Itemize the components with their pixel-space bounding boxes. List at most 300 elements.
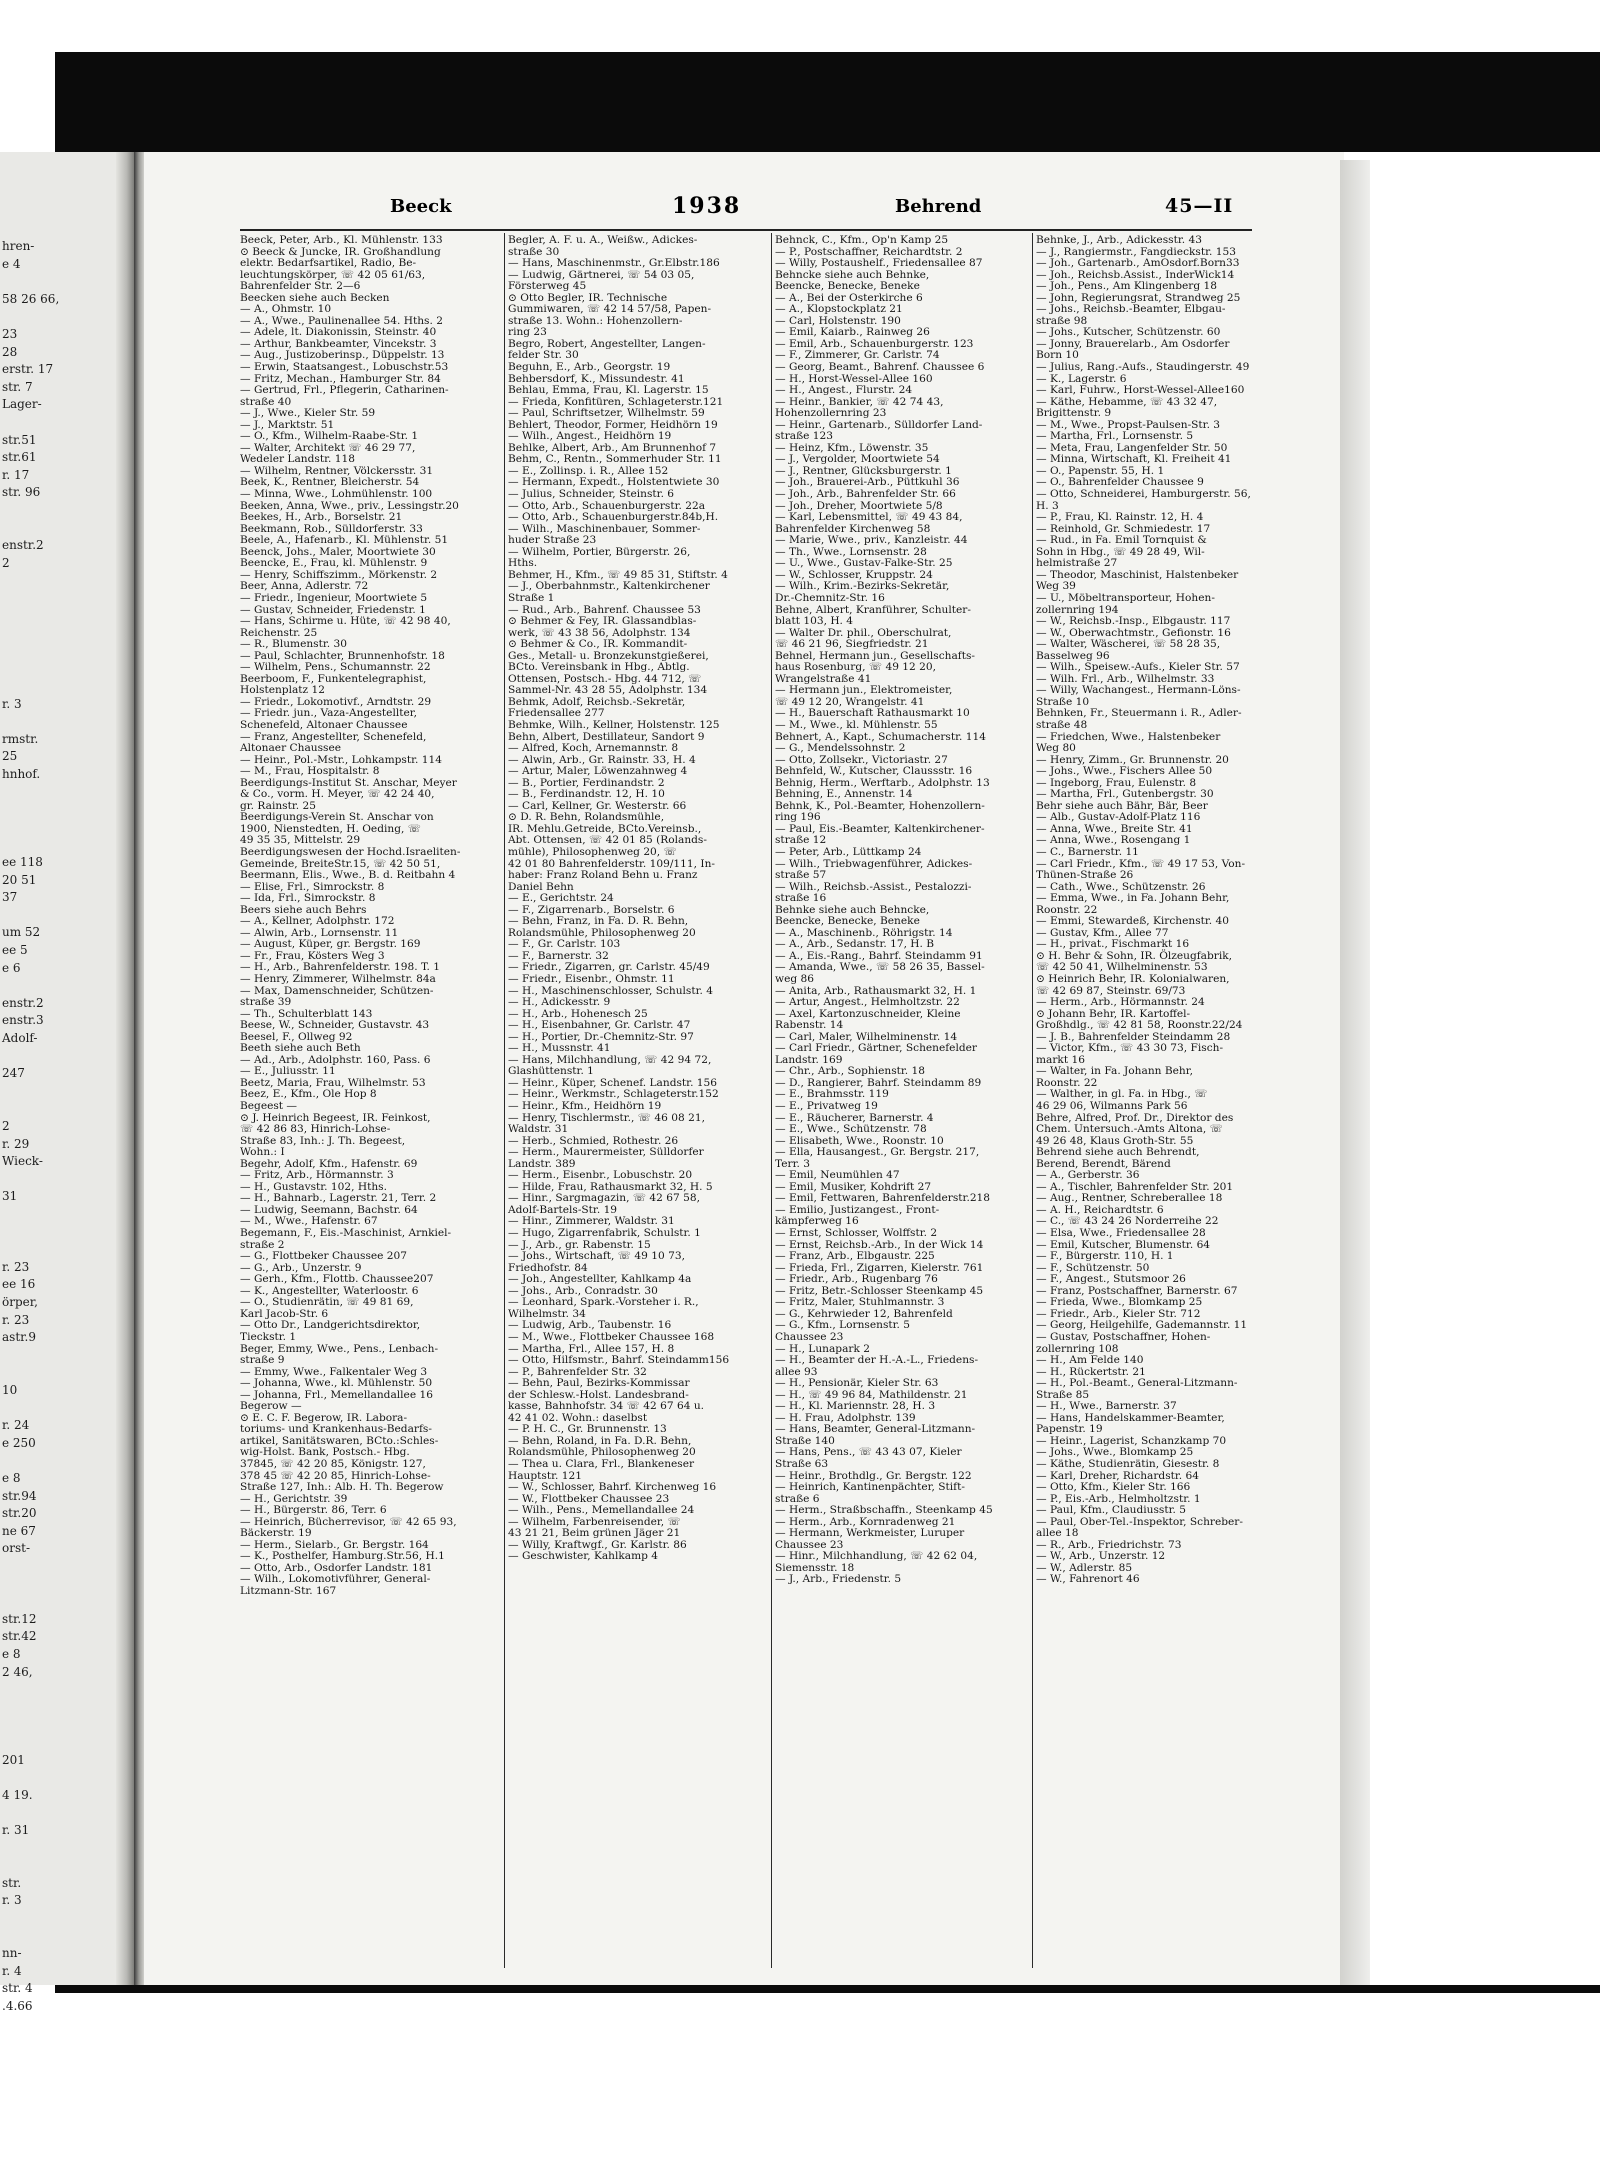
directory-entry: — Otto, Schneiderei, Hamburgerstr. 56,: [1036, 488, 1251, 501]
directory-entry: — Ida, Frl., Simrockstr. 8: [240, 892, 376, 905]
column-divider: [771, 233, 772, 1968]
directory-entry: — Hinr., Milchhandlung, ☏ 42 62 04,: [775, 1550, 978, 1563]
directory-entry: — August, Küper, gr. Bergstr. 169: [240, 938, 421, 951]
facing-page-fragment-text: r. 17: [2, 467, 30, 482]
facing-page-fragment-text: str.94: [2, 1488, 37, 1503]
scanner-border-top: [55, 52, 1600, 152]
directory-entry: Sammel-Nr. 43 28 55, Adolphstr. 134: [508, 684, 708, 697]
directory-entry: Försterweg 45: [508, 280, 587, 293]
directory-entry: — E., Juliusstr. 11: [240, 1065, 336, 1078]
directory-entry: — P., Eis.-Arb., Helmholtzstr. 1: [1036, 1492, 1201, 1505]
facing-page-fragment-text: 2 46,: [2, 1664, 33, 1679]
directory-entry: Glashüttenstr. 1: [508, 1065, 594, 1078]
directory-entry: — J., Wwe., Kieler Str. 59: [240, 407, 376, 420]
directory-entry: — Herb., Schmied, Rothestr. 26: [508, 1134, 679, 1147]
directory-entry: — Hinr., Zimmerer, Waldstr. 31: [508, 1215, 675, 1228]
directory-entry: — G., Mendelssohnstr. 2: [775, 742, 906, 755]
directory-entry: — J. B., Bahrenfelder Steindamm 28: [1036, 1030, 1231, 1043]
directory-entry: — Heinr., Kfm., Heidhörn 19: [508, 1100, 662, 1113]
directory-entry: — M., Wwe., Flottbeker Chaussee 168: [508, 1330, 715, 1343]
directory-entry: Beekmann, Rob., Sülldorferstr. 33: [240, 522, 423, 535]
directory-entry: — H., Angest., Flurstr. 24: [775, 384, 913, 397]
page-number: 45—II: [1165, 195, 1234, 217]
directory-entry: — Anna, Wwe., Rosengang 1: [1036, 834, 1191, 847]
facing-page-fragment-text: 25: [2, 749, 18, 764]
facing-page-fragment-text: e 250: [2, 1435, 36, 1450]
directory-entry: zollernring 194: [1036, 603, 1119, 616]
directory-entry: — Emmy, Wwe., Falkentaler Weg 3: [240, 1365, 428, 1378]
directory-entry: — Herm., Maurermeister, Sülldorfer: [508, 1146, 704, 1159]
directory-entry: — W., Schlosser, Bahrf. Kirchenweg 16: [508, 1481, 717, 1494]
directory-entry: — Friedr., Eisenbr., Ohmstr. 11: [508, 973, 675, 985]
directory-entry: — Heinr., Werkmstr., Schlageterstr.152: [508, 1088, 719, 1101]
facing-page-fragment-text: ee 5: [2, 943, 28, 957]
facing-page-fragment-text: .4.66: [2, 1999, 33, 2013]
directory-entry: — W., Fahrenort 46: [1036, 1573, 1140, 1586]
directory-entry: Behr siehe auch Bähr, Bär, Beer: [1036, 799, 1208, 812]
directory-entry: Landstr. 169: [775, 1053, 843, 1066]
directory-entry: — Käthe, Hebamme, ☏ 43 32 47,: [1036, 395, 1218, 408]
facing-page-fragment-text: str.61: [2, 450, 37, 465]
directory-entry: — Behn, Roland, in Fa. D.R. Behn,: [508, 1434, 692, 1447]
directory-entry: — Martha, Frl., Gutenbergstr. 30: [1036, 788, 1214, 801]
directory-entry: Behmer, H., Kfm., ☏ 49 85 31, Stiftstr. 4: [508, 568, 728, 581]
directory-entry: — Emil, Kutscher, Blumenstr. 64: [1036, 1238, 1211, 1251]
directory-entry: — Carl, Kellner, Gr. Westerstr. 66: [508, 799, 687, 812]
directory-entry: — Behn, Franz, in Fa. D. R. Behn,: [508, 915, 689, 928]
directory-entry: Abt. Ottensen, ☏ 42 01 85 (Rolands-: [508, 834, 707, 847]
directory-entry: — A., Gerberstr. 36: [1036, 1169, 1140, 1182]
directory-entry: — Henry, Zimm., Gr. Brunnenstr. 20: [1036, 753, 1229, 766]
directory-entry: 49 26 48, Klaus Groth-Str. 55: [1036, 1134, 1194, 1147]
directory-entry: — H., Pol.-Beamt., General-Litzmann-: [1036, 1377, 1238, 1390]
directory-entry: — Carl, Holstenstr. 190: [775, 314, 901, 327]
directory-entry: — K., Angestellter, Waterloostr. 6: [240, 1284, 419, 1297]
directory-entry: — Henry, Tischlermstr., ☏ 46 08 21,: [508, 1111, 705, 1124]
directory-column-2: [508, 235, 766, 1970]
directory-entry: Behning, E., Annenstr. 14: [775, 788, 913, 801]
directory-entry: — Artur, Angest., Helmholtzstr. 22: [775, 996, 960, 1009]
directory-entry: 42 41 02. Wohn.: daselbst: [508, 1411, 648, 1424]
directory-entry: Terr. 3: [775, 1157, 810, 1170]
directory-entry: — Elisabeth, Wwe., Roonstr. 10: [775, 1134, 944, 1147]
directory-entry: — Friedchen, Wwe., Halstenbeker: [1036, 730, 1221, 743]
directory-entry: — Wilh., Maschinenbauer, Sommer-: [508, 522, 701, 535]
directory-entry: Chaussee 23: [775, 1538, 844, 1551]
directory-entry: Beecken siehe auch Becken: [240, 291, 390, 304]
facing-page-fragment-text: Wieck-: [2, 1154, 43, 1169]
directory-entry: straße 13. Wohn.: Hohenzollern-: [508, 314, 683, 327]
facing-page-fragment-text: 58 26 66,: [2, 291, 60, 306]
directory-entry: — Julius, Schneider, Steinstr. 6: [508, 488, 675, 501]
directory-entry: — Joh., Arb., Bahrenfelder Str. 66: [775, 488, 956, 501]
directory-entry: 43 21 21, Beim grünen Jäger 21: [508, 1527, 681, 1540]
directory-entry: Begro, Robert, Angestellter, Langen-: [508, 337, 706, 350]
directory-entry: IR. Mehlu.Getreide, BCto.Vereinsb.,: [508, 822, 702, 835]
directory-entry: ⊙ Otto Begler, IR. Technische: [508, 291, 668, 304]
directory-entry: — Ad., Arb., Adolphstr. 160, Pass. 6: [240, 1053, 431, 1066]
directory-entry: — U., Möbeltransporteur, Hohen-: [1036, 591, 1215, 604]
facing-page-fragment-text: ee 118: [2, 855, 43, 869]
directory-entry: ⊙ Johann Behr, IR. Kartoffel-: [1036, 1007, 1191, 1020]
directory-entry: Behnk, K., Pol.-Beamter, Hohenzollern-: [775, 799, 985, 812]
directory-entry: Friedensallee 277: [508, 707, 605, 720]
directory-entry: Daniel Behn: [508, 880, 574, 893]
directory-entry: — Elsa, Wwe., Friedensallee 28: [1036, 1227, 1206, 1240]
directory-entry: Behnke, J., Arb., Adickesstr. 43: [1036, 234, 1202, 246]
directory-entry: — Georg, Beamt., Bahrenf. Chaussee 6: [775, 361, 985, 374]
directory-entry: — Hans, Beamter, General-Litzmann-: [775, 1423, 976, 1436]
directory-entry: — Wilh., Krim.-Bezirks-Sekretär,: [775, 580, 950, 593]
facing-page-fragment-text: str.: [2, 1875, 22, 1890]
directory-entry: — Jonny, Brauerelarb., Am Osdorfer: [1036, 337, 1230, 350]
facing-page-fragment-text: nn-: [2, 1946, 22, 1961]
directory-entry: — A., Tischler, Bahrenfelder Str. 201: [1036, 1180, 1234, 1193]
facing-page-fragment-text: hren-: [2, 239, 35, 253]
directory-entry: — H., Kl. Mariennstr. 28, H. 3: [775, 1400, 936, 1413]
directory-entry: Behre, Alfred, Prof. Dr., Direktor des: [1036, 1111, 1234, 1124]
directory-entry: — K., Posthelfer, Hamburg.Str.56, H.1: [240, 1550, 445, 1563]
directory-entry: — Carl, Maler, Wilhelminenstr. 14: [775, 1030, 958, 1043]
directory-entry: straße 2: [240, 1238, 285, 1251]
directory-entry: Beenck, Johs., Maler, Moortwiete 30: [240, 545, 436, 558]
directory-entry: — Johs., Wwe., Blomkamp 25: [1036, 1446, 1194, 1459]
directory-entry: — H., Beamter der H.-A.-L., Friedens-: [775, 1354, 979, 1367]
directory-entry: ☏ 42 86 83, Hinrich-Lohse-: [240, 1123, 391, 1136]
facing-page-fragment-text: e 8: [2, 1471, 21, 1485]
directory-entry: — E., Zollinsp. i. R., Allee 152: [508, 464, 669, 477]
directory-entry: der Schlesw.-Holst. Landesbrand-: [508, 1388, 689, 1401]
directory-entry: — J., Marktstr. 51: [240, 418, 335, 431]
directory-entry: — Henry, Zimmerer, Wilhelmstr. 84a: [240, 973, 436, 985]
directory-entry: — Karl, Dreher, Richardstr. 64: [1036, 1469, 1200, 1482]
directory-entry: Straße 83, Inh.: J. Th. Begeest,: [240, 1134, 406, 1147]
directory-entry: — Hugo, Zigarrenfabrik, Schulstr. 1: [508, 1227, 701, 1240]
directory-entry: — W., Reichsb.-Insp., Elbgaustr. 117: [1036, 615, 1231, 628]
directory-entry: — M., Wwe., kl. Mühlenstr. 55: [775, 718, 938, 731]
directory-entry: — Chr., Arb., Sophienstr. 18: [775, 1065, 926, 1078]
directory-entry: ☏ 49 12 20, Wrangelstr. 41: [775, 695, 925, 708]
directory-entry: — Joh., Brauerei-Arb., Püttkuhl 36: [775, 476, 960, 489]
directory-entry: — Joh., Dreher, Moortwiete 5/8: [775, 499, 943, 512]
facing-page-fragment-text: enstr.3: [2, 1013, 44, 1028]
directory-entry: — Johs., Kutscher, Schützenstr. 60: [1036, 326, 1221, 339]
directory-entry: H. 3: [1036, 499, 1059, 512]
directory-entry: — Käthe, Studienrätin, Giesestr. 8: [1036, 1457, 1220, 1470]
directory-entry: — H., Lunapark 2: [775, 1342, 870, 1355]
facing-page-fragment-text: ne 67: [2, 1523, 36, 1538]
directory-entry: Beek, K., Rentner, Bleicherstr. 54: [240, 476, 420, 489]
directory-entry: — Hilde, Frau, Rathausmarkt 32, H. 5: [508, 1180, 713, 1193]
book-gutter: [134, 152, 144, 1985]
directory-entry: — Aug., Rentner, Schreberallee 18: [1036, 1192, 1223, 1205]
scanner-border-bottom: [55, 1985, 1600, 1993]
directory-entry: — H., Adickesstr. 9: [508, 996, 611, 1009]
directory-entry: 37845, ☏ 42 20 85, Königstr. 127,: [240, 1457, 426, 1470]
directory-entry: Straße 127, Inh.: Alb. H. Th. Begerow: [240, 1481, 444, 1494]
directory-entry: — Julius, Rang.-Aufs., Staudingerstr. 49: [1036, 361, 1250, 374]
directory-entry: Begehr, Adolf, Kfm., Hafenstr. 69: [240, 1157, 418, 1170]
directory-entry: — Hans, Handelskammer-Beamter,: [1036, 1411, 1225, 1424]
directory-entry: Großhdlg., ☏ 42 81 58, Roonstr.22/24: [1036, 1019, 1243, 1032]
directory-entry: — Heinr., Bankier, ☏ 42 74 43,: [775, 395, 944, 408]
directory-entry: — Artur, Maler, Löwenzahnweg 4: [508, 765, 688, 778]
directory-entry: — Willy, Kraftwgf., Gr. Karlstr. 86: [508, 1538, 687, 1551]
directory-entry: ☏ 46 21 96, Siegfriedstr. 21: [775, 638, 929, 651]
directory-entry: — Walter, Architekt ☏ 46 29 77,: [240, 441, 416, 454]
directory-entry: — Friedr., Zigarren, gr. Carlstr. 45/49: [508, 961, 710, 974]
directory-entry: Beetz, Maria, Frau, Wilhelmstr. 53: [240, 1076, 426, 1089]
directory-entry: — Heinr., Pol.-Mstr., Lohkampstr. 114: [240, 753, 442, 766]
directory-entry: — J., Vergolder, Moortwiete 54: [775, 453, 940, 466]
facing-page-fragment-text: str. 4: [2, 1981, 33, 1996]
directory-entry: — K., Lagerstr. 6: [1036, 372, 1127, 385]
directory-entry: — Johs., Wwe., Fischers Allee 50: [1036, 765, 1213, 778]
directory-entry: — H., Wwe., Barnerstr. 37: [1036, 1400, 1177, 1413]
directory-entry: — Walter Dr. phil., Oberschulrat,: [775, 626, 952, 639]
directory-entry: — F., Angest., Stutsmoor 26: [1036, 1273, 1186, 1286]
directory-entry: Adolf-Bartels-Str. 19: [508, 1203, 618, 1216]
facing-page-fragment-text: str.20: [2, 1506, 37, 1521]
directory-entry: — Gustav, Postschaffner, Hohen-: [1036, 1330, 1211, 1343]
directory-entry: Beerdigungs-Institut St. Anschar, Meyer: [240, 776, 457, 789]
directory-entry: — Joh., Reichsb.Assist., InderWick14: [1036, 268, 1235, 281]
directory-entry: Beesel, F., Ollweg 92: [240, 1030, 353, 1043]
directory-entry: Begeest —: [240, 1100, 298, 1113]
directory-entry: — B., Ferdinandstr. 12, H. 10: [508, 788, 665, 801]
directory-entry: — A. H., Reichardtstr. 6: [1036, 1203, 1164, 1216]
directory-entry: straße 16: [775, 892, 827, 905]
facing-page-fragment-text: r. 23: [2, 1259, 30, 1274]
directory-entry: — Wilh., Reichsb.-Assist., Pestalozzi-: [775, 880, 972, 893]
directory-entry: — E., Gerichtstr. 24: [508, 892, 614, 905]
directory-entry: — Aug., Justizoberinsp., Düppelstr. 13: [240, 349, 445, 362]
header-first-name: Beeck: [390, 196, 452, 217]
directory-entry: Beerboom, F., Funkentelegraphist,: [240, 672, 427, 685]
directory-entry: — Gustav, Kfm., Allee 77: [1036, 926, 1169, 939]
directory-entry: Beer, Anna, Adlerstr. 72: [240, 580, 369, 593]
directory-entry: — Gustav, Schneider, Friedenstr. 1: [240, 603, 426, 616]
directory-entry: — Joh., Pens., Am Klingenberg 18: [1036, 280, 1217, 293]
directory-entry: — Heinr., Lagerist, Schanzkamp 70: [1036, 1434, 1227, 1447]
facing-page-edge: [116, 152, 134, 1985]
directory-entry: Schenefeld, Altonaer Chaussee: [240, 718, 408, 731]
directory-entry: — Johs., Arb., Conradstr. 30: [508, 1284, 658, 1297]
directory-entry: — E., Wwe., Schützenstr. 78: [775, 1123, 927, 1136]
facing-page-fragment-text: ee 16: [2, 1277, 36, 1292]
directory-entry: Beguhn, E., Arb., Georgstr. 19: [508, 361, 671, 374]
directory-entry: — J., Rangiermstr., Fangdieckstr. 153: [1036, 245, 1236, 258]
directory-entry: — Franz, Arb., Elbgaustr. 225: [775, 1250, 935, 1263]
directory-entry: Wilhelmstr. 34: [508, 1307, 586, 1320]
directory-entry: — B., Portier, Ferdinandstr. 2: [508, 776, 665, 789]
directory-entry: Begler, A. F. u. A., Weißw., Adickes-: [508, 234, 698, 246]
directory-entry: 378 45 ☏ 42 20 85, Hinrich-Lohse-: [240, 1469, 431, 1482]
directory-entry: straße 12: [775, 834, 827, 847]
directory-entry: — Walter, Wäscherei, ☏ 58 28 35,: [1036, 638, 1221, 651]
directory-entry: Behnel, Hermann jun., Gesellschafts-: [775, 649, 975, 662]
directory-entry: Siemensstr. 18: [775, 1561, 855, 1574]
directory-entry: — A., Wwe., Paulinenallee 54. Hths. 2: [240, 314, 443, 327]
directory-entry: — Alfred, Koch, Arnemannstr. 8: [508, 742, 679, 755]
directory-entry: Chem. Untersuch.-Amts Altona, ☏: [1036, 1123, 1223, 1136]
directory-entry: — H., Am Felde 140: [1036, 1354, 1144, 1367]
directory-entry: — Thea u. Clara, Frl., Blankeneser: [508, 1457, 695, 1470]
directory-entry: — W., Arb., Unzerstr. 12: [1036, 1550, 1166, 1563]
directory-entry: — G., Kehrwieder 12, Bahrenfeld: [775, 1307, 953, 1320]
column-divider: [1032, 233, 1033, 1968]
directory-entry: — Emmi, Stewardeß, Kirchenstr. 40: [1036, 915, 1230, 928]
facing-page-fragment-text: 2: [2, 555, 10, 570]
facing-page-fragment-text: astr.9: [2, 1330, 37, 1345]
directory-entry: — Carl Friedr., Gärtner, Schenefelder: [775, 1042, 977, 1055]
facing-page-fragment-text: 37: [2, 890, 18, 905]
directory-entry: — H., Maschinenschlosser, Schulstr. 4: [508, 984, 713, 997]
directory-entry: — Alwin, Arb., Lornsenstr. 11: [240, 926, 399, 939]
directory-entry: 1900, Nienstedten, H. Oeding, ☏: [240, 822, 421, 835]
facing-page-fragment-text: um 52: [2, 925, 41, 940]
directory-entry: Behn, Albert, Destillateur, Sandort 9: [508, 730, 705, 743]
directory-entry: — W., Flottbeker Chaussee 23: [508, 1492, 670, 1505]
directory-entry: — Fritz, Betr.-Schlosser Steenkamp 45: [775, 1284, 984, 1297]
directory-entry: — P., Frau, Kl. Rainstr. 12, H. 4: [1036, 511, 1204, 524]
directory-entry: — Hermann, Expedt., Holstentwiete 30: [508, 476, 720, 489]
directory-entry: — H., Portier, Dr.-Chemnitz-Str. 97: [508, 1030, 694, 1043]
directory-entry: — Otto, Arb., Osdorfer Landstr. 181: [240, 1561, 433, 1574]
directory-entry: Beencke, Benecke, Beneke: [775, 280, 920, 293]
directory-entry: — G., Arb., Unzerstr. 9: [240, 1261, 362, 1274]
facing-page-fragment-text: r. 4: [2, 1963, 22, 1978]
directory-entry: — Gerh., Kfm., Flottb. Chaussee207: [240, 1273, 434, 1286]
directory-entry: — H., Mussnstr. 41: [508, 1042, 611, 1055]
facing-page-fragment-text: enstr.2: [2, 995, 44, 1010]
directory-entry: Beeken, Anna, Wwe., priv., Lessingstr.20: [240, 499, 459, 512]
directory-entry: straße 6: [775, 1492, 820, 1505]
directory-entry: haber: Franz Roland Behn u. Franz: [508, 869, 698, 882]
directory-entry: — M., Frau, Hospitalstr. 8: [240, 765, 380, 778]
directory-entry: wig-Holst. Bank, Postsch.- Hbg.: [240, 1446, 410, 1459]
directory-entry: — Frieda, Wwe., Blomkamp 25: [1036, 1296, 1203, 1309]
directory-entry: ring 196: [775, 811, 821, 824]
directory-entry: elektr. Bedarfsartikel, Radio, Be-: [240, 257, 417, 270]
directory-entry: Friedhofstr. 84: [508, 1261, 588, 1274]
directory-entry: — Arthur, Bankbeamter, Vincekstr. 3: [240, 337, 437, 350]
directory-entry: — Walther, in gl. Fa. in Hbg., ☏: [1036, 1088, 1208, 1101]
directory-entry: — H., Bauerschaft Rathausmarkt 10: [775, 707, 970, 720]
directory-entry: ⊙ Behmer & Fey, IR. Glassandblas-: [508, 615, 697, 628]
directory-entry: Weg 39: [1036, 580, 1076, 593]
directory-entry: — Johanna, Wwe., kl. Mühlenstr. 50: [240, 1377, 433, 1390]
directory-entry: — H., Bürgerstr. 86, Terr. 6: [240, 1504, 387, 1517]
directory-entry: Behnken, Fr., Steuermann i. R., Adler-: [1036, 707, 1242, 720]
directory-entry: straße 98: [1036, 314, 1088, 327]
directory-entry: Bahrenfelder Str. 2—6: [240, 280, 361, 293]
directory-entry: — Otto, Hilfsmstr., Bahrf. Steindamm156: [508, 1354, 730, 1367]
directory-entry: — Otto, Arb., Schauenburgerstr.84b,H.: [508, 511, 719, 524]
directory-entry: Behnig, Herm., Werftarb., Adolphstr. 13: [775, 776, 990, 789]
header-last-name: Behrend: [895, 196, 982, 217]
directory-column-4: [1036, 235, 1294, 1970]
directory-entry: Beele, A., Hafenarb., Kl. Mühlenstr. 51: [240, 534, 449, 547]
facing-page-fragment-text: r. 24: [2, 1418, 30, 1433]
facing-page-fragment-text: str. 7: [2, 379, 33, 394]
directory-entry: — Ludwig, Seemann, Bachstr. 64: [240, 1203, 418, 1216]
directory-entry: — Reinhold, Gr. Schmiedestr. 17: [1036, 522, 1211, 535]
directory-entry: — Th., Schulterblatt 143: [240, 1007, 373, 1020]
directory-entry: ⊙ D. R. Behn, Rolandsmühle,: [508, 811, 665, 824]
directory-entry: — Ingeborg, Frau, Eulenstr. 8: [1036, 776, 1197, 789]
directory-entry: Roonstr. 22: [1036, 903, 1098, 916]
directory-entry: Rabenstr. 14: [775, 1019, 844, 1032]
directory-entry: ⊙ Beeck & Juncke, IR. Großhandlung: [240, 245, 441, 258]
directory-entry: Behlke, Albert, Arb., Am Brunnenhof 7: [508, 441, 717, 454]
directory-entry: — Adele, lt. Diakonissin, Steinstr. 40: [240, 326, 437, 339]
directory-entry: — Herm., Arb., Kornradenweg 21: [775, 1515, 956, 1528]
directory-entry: — Ernst, Reichsb.-Arb., In der Wick 14: [775, 1238, 984, 1251]
directory-entry: — Emil, Musiker, Kohdrift 27: [775, 1180, 932, 1193]
directory-entry: kasse, Bahnhofstr. 34 ☏ 42 67 64 u.: [508, 1400, 705, 1413]
directory-entry: — F., Gr. Carlstr. 103: [508, 938, 621, 951]
column-divider: [504, 233, 505, 1968]
directory-entry: blatt 103, H. 4: [775, 615, 854, 628]
directory-entry: — Hans, Schirme u. Hüte, ☏ 42 98 40,: [240, 615, 451, 628]
facing-page-fragment-text: 201: [2, 1752, 25, 1767]
directory-entry: — M., Wwe., Hafenstr. 67: [240, 1215, 378, 1228]
directory-entry: — H., privat., Fischmarkt 16: [1036, 938, 1190, 951]
directory-entry: — Emilio, Justizangest., Front-: [775, 1203, 940, 1216]
facing-page-fragment-text: 23: [2, 327, 18, 341]
directory-entry: straße 9: [240, 1354, 285, 1367]
facing-page-fragment-text: str.12: [2, 1611, 37, 1626]
directory-entry: — Karl, Lebensmittel, ☏ 49 43 84,: [775, 511, 963, 524]
directory-entry: BCto. Vereinsbank in Hbg., Abtlg.: [508, 661, 690, 674]
facing-page-fragment-text: 4 19.: [2, 1787, 33, 1802]
directory-entry: — J., Rentner, Glücksburgerstr. 1: [775, 464, 952, 477]
directory-entry: — H., Arb., Bahrenfelderstr. 198. T. 1: [240, 961, 440, 974]
directory-entry: — C., Barnerstr. 11: [1036, 845, 1139, 858]
directory-entry: — Frieda, Frl., Zigarren, Kielerstr. 761: [775, 1261, 984, 1274]
directory-entry: — Otto Dr., Landgerichtsdirektor,: [240, 1319, 421, 1332]
directory-entry: haus Rosenburg, ☏ 49 12 20,: [775, 661, 936, 674]
facing-page-fragment-text: 247: [2, 1066, 25, 1081]
directory-entry: Gummiwaren, ☏ 42 14 57/58, Papen-: [508, 303, 712, 316]
facing-page-fragment-text: Adolf-: [2, 1031, 38, 1045]
directory-entry: — Herm., Eisenbr., Lobuschstr. 20: [508, 1169, 693, 1182]
directory-entry: — F., Zimmerer, Gr. Carlstr. 74: [775, 349, 940, 362]
directory-entry: — Fritz, Arb., Hörmannstr. 3: [240, 1169, 394, 1182]
directory-entry: straße 39: [240, 996, 292, 1009]
directory-entry: — Emil, Fettwaren, Bahrenfelderstr.218: [775, 1192, 991, 1205]
directory-entry: — Theodor, Maschinist, Halstenbeker: [1036, 568, 1239, 581]
directory-entry: straße 57: [775, 869, 827, 882]
directory-entry: — D., Rangierer, Bahrf. Steindamm 89: [775, 1076, 982, 1089]
directory-entry: Beerdigungswesen der Hochd.Israeliten-: [240, 845, 461, 858]
facing-page-fragment-text: 20 51: [2, 872, 37, 887]
directory-entry: — H., Arb., Hohenesch 25: [508, 1007, 648, 1020]
directory-entry: Litzmann-Str. 167: [240, 1584, 337, 1597]
directory-entry: Wedeler Landstr. 118: [240, 453, 355, 466]
directory-entry: ☏ 42 69 87, Steinstr. 69/73: [1036, 984, 1186, 997]
directory-entry: — Geschwister, Kahlkamp 4: [508, 1550, 659, 1563]
directory-entry: — O., Papenstr. 55, H. 1: [1036, 464, 1165, 477]
directory-entry: — A., Arb., Sedanstr. 17, H. B: [775, 938, 935, 951]
facing-page-fragment-text: erstr. 17: [2, 362, 54, 377]
directory-entry: mühle), Philosophenweg 20, ☏: [508, 845, 677, 858]
directory-entry: — U., Wwe., Gustav-Falke-Str. 25: [775, 557, 953, 570]
directory-entry: — P., Postschaffner, Reichardtstr. 2: [775, 245, 963, 258]
directory-entry: — Erwin, Staatsangest., Lobuschstr.53: [240, 361, 449, 374]
directory-entry: allee 18: [1036, 1527, 1079, 1540]
